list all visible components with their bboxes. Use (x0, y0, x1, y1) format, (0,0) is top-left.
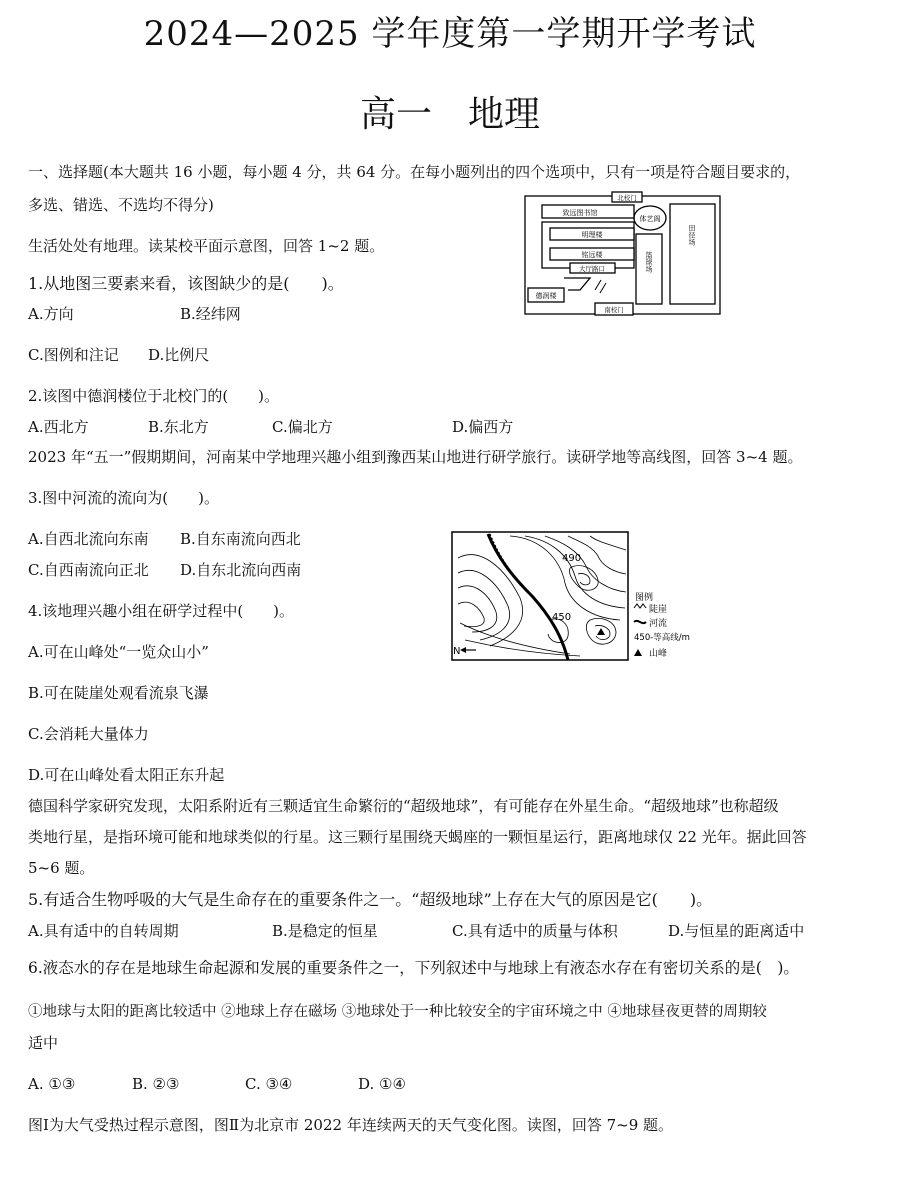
q1-option-b: B.经纬网 (180, 305, 241, 323)
campus-mingli-label: 明理楼 (581, 231, 603, 239)
campus-hall-label: 大厅路口 (579, 265, 605, 273)
q3-stem: 3.图中河流的流向为( )。 (28, 489, 220, 507)
q5-stem: 5.有适合生物呼吸的大气是生命存在的重要条件之一。“超级地球”上存在大气的原因是它( )。 (28, 890, 713, 909)
campus-tiyi-label: 体艺阁 (639, 215, 661, 223)
q6-option-c: C. ③④ (245, 1075, 293, 1093)
q2-option-b: B.东北方 (148, 418, 209, 436)
legend-contour-label: 450-等高线/m (634, 633, 690, 643)
campus-field-label: 田径场 (688, 224, 696, 246)
q1-option-a: A.方向 (28, 305, 74, 323)
q3-option-c: C.自西南流向正北 (28, 561, 149, 579)
q6-stem: 6.液态水的存在是地球生命起源和发展的重要条件之一，下列叙述中与地球上有液态水存在有密切关系的是( )。 (28, 959, 799, 977)
legend-peak-icon (634, 649, 642, 656)
campus-court-label: 篮球场 (645, 251, 653, 273)
campus-south-gate-label: 南校门 (604, 306, 624, 314)
group4-intro: 图Ⅰ为大气受热过程示意图，图Ⅱ为北京市 2022 年连续两天的天气变化图。读图，回答 7~9 题。 (28, 1116, 674, 1134)
q4-option-c: C.会消耗大量体力 (28, 725, 149, 743)
group3-intro-line3: 5~6 题。 (28, 859, 95, 877)
group1-intro: 生活处处有地理。读某校平面示意图，回答 1~2 题。 (28, 237, 385, 255)
q3-option-d: D.自东北流向西南 (180, 561, 302, 579)
campus-north-gate-label: 北校门 (617, 194, 637, 202)
q6-option-d: D. ①④ (358, 1075, 406, 1093)
q5-option-d: D.与恒星的距离适中 (668, 922, 805, 940)
q6-statements-line2: 适中 (28, 1034, 59, 1052)
campus-derun-label: 德润楼 (535, 292, 557, 300)
legend-cliff-label: 陡崖 (649, 605, 668, 615)
contour-label-450: 450 (552, 612, 572, 623)
q1-option-c: C.图例和注记 (28, 346, 119, 364)
campus-map (520, 190, 725, 318)
q2-option-c: C.偏北方 (272, 418, 333, 436)
q2-option-d: D.偏西方 (452, 418, 514, 436)
q5-option-c: C.具有适中的质量与体积 (452, 922, 618, 940)
campus-library-label: 致远图书馆 (562, 209, 598, 217)
exam-subtitle: 高一 地理 (359, 94, 540, 135)
legend-title: 图例 (635, 593, 654, 603)
group3-intro-line2: 类地行星，是指环境可能和地球类似的行星。这三颗行星围绕天蝎座的一颗恒星运行，距离地球仅 22 光年。据此回答 (28, 828, 807, 846)
section-heading-line1: 一、选择题(本大题共 16 小题，每小题 4 分，共 64 分。在每小题列出的四个选项中，只有一项是符合题目要求的， (28, 163, 801, 181)
q4-stem: 4.该地理兴趣小组在研学过程中( )。 (28, 602, 295, 620)
legend-peak-label: 山峰 (649, 649, 668, 659)
q1-option-d: D.比例尺 (148, 346, 210, 364)
north-arrow-label: N (453, 646, 461, 657)
group2-intro: 2023 年“五一”假期期间，河南某中学地理兴趣小组到豫西某山地进行研学旅行。读研学地等高线图，回答 3~4 题。 (28, 448, 803, 466)
q6-option-a: A. ①③ (28, 1075, 76, 1093)
legend-river-icon (634, 621, 646, 623)
q6-statements-line1: ①地球与太阳的距离比较适中 ②地球上存在磁场 ③地球处于一种比较安全的宇宙环境之中 ④地球昼夜更替的周期较 (28, 1004, 767, 1020)
q5-option-a: A.具有适中的自转周期 (28, 922, 179, 940)
legend-cliff-icon (634, 604, 646, 608)
campus-mingyuan-label: 铭远楼 (581, 251, 603, 259)
exam-title: 2024—2025 学年度第一学期开学考试 (143, 14, 757, 54)
q6-option-b: B. ②③ (132, 1075, 180, 1093)
contour-label-490: 490 (562, 553, 582, 564)
q2-stem: 2.该图中德润楼位于北校门的( )。 (28, 387, 280, 405)
contour-map (450, 528, 700, 664)
q4-option-a: A.可在山峰处“一览众山小” (28, 643, 209, 661)
q2-option-a: A.西北方 (28, 418, 89, 436)
q1-stem: 1.从地图三要素来看，该图缺少的是( )。 (28, 274, 344, 293)
q3-option-b: B.自东南流向西北 (180, 530, 301, 548)
q4-option-d: D.可在山峰处看太阳正东升起 (28, 766, 225, 784)
q5-option-b: B.是稳定的恒星 (272, 922, 378, 940)
q4-option-b: B.可在陡崖处观看流泉飞瀑 (28, 684, 209, 702)
section-heading-line2: 多选、错选、不选均不得分) (28, 196, 214, 214)
q3-option-a: A.自西北流向东南 (28, 530, 149, 548)
group3-intro-line1: 德国科学家研究发现，太阳系附近有三颗适宜生命繁衍的“超级地球”，有可能存在外星生命。“超级地球”也称超级 (28, 797, 779, 815)
legend-river-label: 河流 (649, 619, 668, 629)
